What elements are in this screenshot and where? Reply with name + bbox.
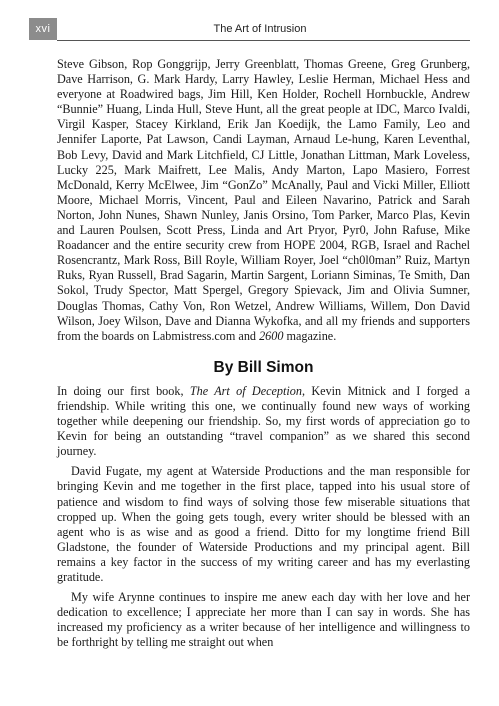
ack-names-text: Steve Gibson, Rop Gonggrijp, Jerry Greenblatt, Thomas Greene, Greg Grunberg, Dave Harrison, G. Mark Hardy, Larry Hawley, Leslie Herman, Michael Hess and everyone at Roadwired bags, Jim Hill, Ken Holder, Rochell Hornbuckle, Andrew “Bunnie” Huang, Linda Hull, Steve Hunt, all the great people at IDC, Marco Ivaldi, Virgil Kasper, Stacey Kirkland, Erik Jan Koedijk, the Lamo Family, Leo and Jennifer Laporte, Pat Lawson, Candi Layman, Arnaud Le-hung, Karen Leventhal, Bob Levy, David and Mark Litchfield, CJ Little, Jonathan Littman, Mark Loveless, Lucky 225, Mark Maifrett, Lee Malis, Andy Marton, Lapo Masiero, Forrest McDonald, Kerry McElwee, Jim “GonZo” McAnally, Paul and Vicki Miller, Elliott Moore, Michael Morris, Vincent, Paul and Eileen Navarino, Patrick and Sarah Norton, John Nunes, Shawn Nunley, Janis Orsino, Tom Parker, Marco Plas, Kevin and Lauren Poulsen, Scott Press, Linda and Art Pryor, Pyr0, John Rafuse, Mike Roadancer and the entire security crew from HOPE 2004, RGB, Israel and Rachel Rosencrantz, Mark Ross, Bill Royle, William Royer, Joel “ch0l0man” Ruiz, Martyn Ruks, Ryan Russell, Brad Sagarin, Martin Sargent, Loriann Siminas, Te Smith, Dan Sokol, Trudy Spector, Matt Spergel, Gregory Spievack, Jim and Olivia Sumner, Douglas Thomas, Cathy Von, Ron Wetzel, Andrew Williams, Willem, Don David Wilson, Joey Wilson, Dave and Dianna Wykofka, and all my friends and supporters from the boards on Labmistress.com and bbox=[57, 57, 470, 343]
running-head: The Art of Intrusion bbox=[213, 23, 307, 35]
page-body bbox=[57, 57, 470, 650]
paragraph-1-start: In doing our first book, bbox=[57, 383, 190, 398]
acknowledgments-continuation bbox=[57, 57, 470, 344]
section-heading: By Bill Simon bbox=[213, 358, 314, 376]
magazine-title: 2600 bbox=[259, 328, 284, 343]
paragraph-1 bbox=[57, 384, 470, 459]
page-number: xvi bbox=[29, 18, 57, 40]
paragraph-3: My wife Arynne continues to inspire me anew each day with her love and her dedication to excellence; I appreciate her more than I can say in words. She has increased my proficiency as a writer because of her intelligence and willingness to be forthright by telling me straight out when bbox=[57, 590, 470, 650]
paragraph-1-end: , Kevin Mitnick and I forged a friendship. While writing this one, we continually found new ways of working together while deepening our friendship. So, my first words of appreciation go to Kevin for being an outstanding “travel companion” as we shared this second journey. bbox=[57, 383, 471, 459]
ack-end-text: magazine. bbox=[283, 328, 337, 343]
paragraph-2: David Fugate, my agent at Waterside Productions and the man responsible for bringing Kevin and me together in the first place, tapped into his usual store of patience and wisdom to find ways of solving those few miserable situations that cropped up. When the going gets tough, every writer should be blessed with an agent who is as wise and as good a friend. Ditto for my longtime friend Bill Gladstone, the founder of Waterside Productions and my principal agent. Bill remains a key factor in the success of my writing career and has my everlasting gratitude. bbox=[57, 464, 470, 584]
page-header bbox=[0, 18, 499, 44]
header-rule bbox=[57, 40, 470, 41]
book-title: The Art of Deception bbox=[189, 383, 302, 398]
